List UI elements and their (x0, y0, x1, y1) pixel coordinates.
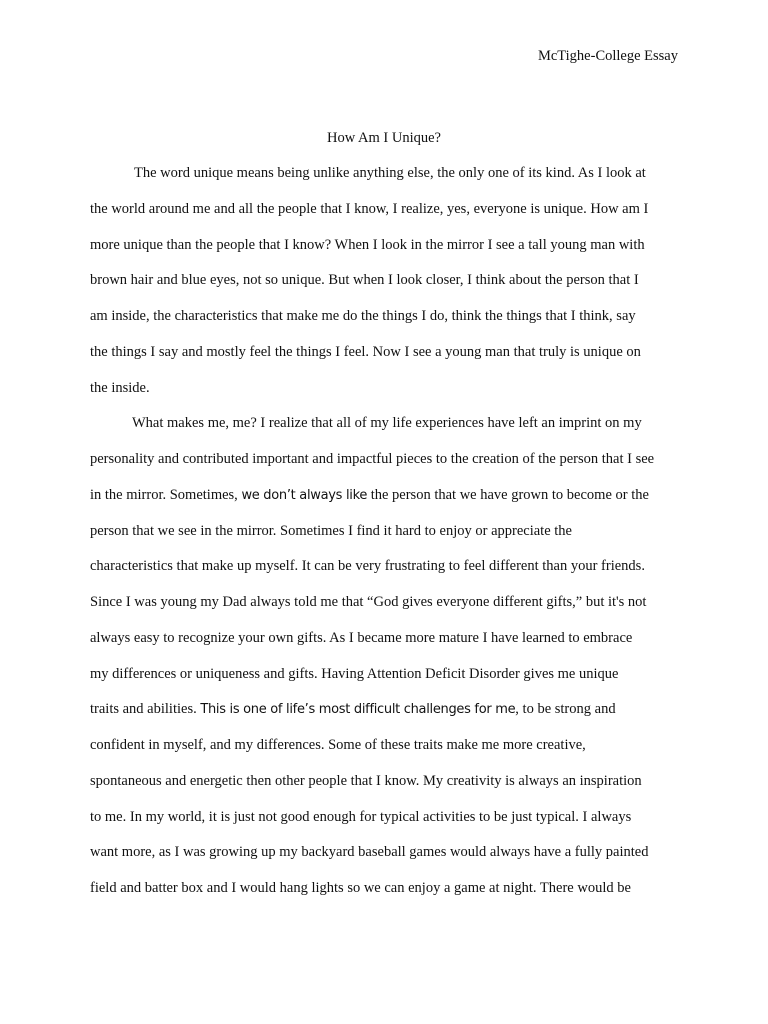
text-line: confident in myself, and my differences. Some of these traits make me more creative, (90, 737, 586, 753)
text-line: more unique than the people that I know? When I look in the mirror I see a tall young man with (90, 236, 645, 253)
text-line: brown hair and blue eyes, not so unique. But when I look closer, I think about the person that I (90, 272, 639, 289)
text-line: the things I say and mostly feel the things I feel. Now I see a young man that truly is unique on (90, 343, 641, 360)
text-line: field and batter box and I would hang lights so we can enjoy a game at night. There would be (90, 880, 631, 896)
text-line: Since I was young my Dad always told me that “God gives everyone different gifts,” but it's not (90, 594, 647, 610)
essay-title: How Am I Unique? (327, 130, 441, 146)
text-line: traits and abilities. This is one of life’s most difficult challenges for me, to be strong and (90, 701, 616, 718)
running-header: McTighe-College Essay (537, 48, 678, 64)
text-line: the inside. (90, 379, 150, 396)
text-line: the world around me and all the people that I know, I realize, yes, everyone is unique. How am I (90, 200, 649, 217)
text-line: my differences or uniqueness and gifts. Having Attention Deficit Disorder gives me unique (90, 665, 619, 682)
text-line: always easy to recognize your own gifts. As I became more mature I have learned to embrace (90, 629, 633, 646)
text-line: personality and contributed important and impactful pieces to the creation of the person that I see (90, 451, 655, 467)
text-line: in the mirror. Sometimes, we don’t always like the person that we have grown to become or the (90, 486, 649, 503)
text-line: What makes me, me? I realize that all of my life experiences have left an imprint on my (132, 415, 642, 432)
text-line: spontaneous and energetic then other people that I know. My creativity is always an inspiration (90, 772, 642, 789)
text-line: The word unique means being unlike anything else, the only one of its kind. As I look at (134, 165, 646, 181)
text-line: to me. In my world, it is just not good enough for typical activities to be just typical. I always (90, 808, 632, 825)
essay-body (90, 163, 690, 914)
text-line: characteristics that make up myself. It can be very frustrating to feel different than your friends. (90, 558, 645, 575)
text-line: am inside, the characteristics that make me do the things I do, think the things that I think, say (90, 308, 636, 324)
text-line: person that we see in the mirror. Sometimes I find it hard to enjoy or appreciate the (90, 522, 572, 539)
text-line: want more, as I was growing up my backyard baseball games would always have a fully painted (90, 844, 649, 861)
